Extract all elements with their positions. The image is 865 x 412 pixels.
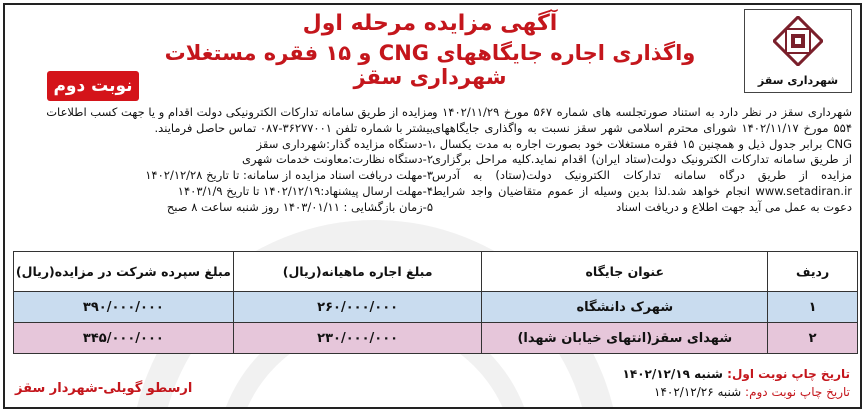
header-station-title: عنوان جایگاه [482, 252, 768, 292]
body-line: ۳-مهلت دریافت اسناد مزایده از سامانه: تا تاریخ ۱۴۰۲/۱۲/۲۸ [145, 168, 433, 183]
second-print-label: تاریخ چاپ نوبت دوم: [745, 385, 850, 399]
notice-subtitle: واگذاری اجاره جایگاههای CNG و ۱۵ فقره مستغلات شهرداری سقز [164, 41, 696, 89]
station-title: شهدای سقز(انتهای خیابان شهدا) [482, 323, 768, 354]
monthly-rent: ۲۶۰/۰۰۰/۰۰۰ [233, 292, 482, 323]
table-row [14, 292, 858, 323]
notice-body-left [13, 105, 433, 216]
stations-table [13, 251, 858, 354]
notice-body-right: شهرداری سقز در نظر دارد به استناد صورتجلسه های شماره ۵۶۷ مورخ ۱۴۰۲/۱۱/۲۹ و ۵۵۴ مورخ ۱۴۰۲/۱۱/۱۷ شورای محترم اسلامی شهر سقز نسبت به واگذاری جایگاههای CNG برابر جدول ذیل و همچنین ۱۵ فقره مستغلات خود بصورت اجاره به مدت یکسال ، از طریق سامانه تدارکات الکترونیک دولت(ستاد ایران) اقدام نماید.کلیه مراحل برگزاری مزایده از طریق درگاه سامانه تدارکات الکترونیک دولت(ستاد) به آدرس www.setadiran.ir انجام خواهد شد.لذا بدین وسیله از عموم متقاضیان واجد شرایط دعوت به عمل می آید جهت اطلاع و دریافت اسناد [432, 105, 853, 214]
mayor-signature: ارسطو گویلی-شهردار سقز [15, 381, 193, 396]
second-print-value: شنبه ۱۴۰۲/۱۲/۲۶ [654, 385, 742, 399]
header-monthly-rent: مبلغ اجاره ماهیانه(ریال) [233, 252, 482, 292]
header-deposit: مبلغ سپرده شرکت در مزایده(ریال) [14, 252, 234, 292]
body-line: ۵-زمان بازگشایی : ۱۴۰۳/۰۱/۱۱ روز شنبه ساعت ۸ صبح [166, 199, 433, 214]
saqqez-emblem-icon [773, 16, 823, 66]
header-row-number: ردیف [768, 252, 858, 292]
logo-caption: شهرداری سقز [757, 74, 839, 87]
notice-frame [3, 3, 862, 409]
body-line: ۱-دستگاه مزایده گذار:شهرداری سقز [256, 136, 433, 151]
table-header-row [14, 252, 858, 292]
deposit-amount: ۳۴۵/۰۰۰/۰۰۰ [14, 323, 234, 354]
table-row [14, 323, 858, 354]
municipality-logo [744, 9, 852, 93]
notice-title: آگهی مزایده مرحله اول [302, 11, 558, 36]
body-line: ۴-مهلت ارسال پیشنهاد:۱۴۰۲/۱۲/۱۹ تا تاریخ ۱۴۰۳/۱/۹ [177, 183, 433, 198]
body-line: ۲-دستگاه نظارت:معاونت خدمات شهری [242, 152, 433, 167]
first-print-value: شنبه ۱۴۰۲/۱۲/۱۹ [622, 367, 723, 381]
deposit-amount: ۳۹۰/۰۰۰/۰۰۰ [14, 292, 234, 323]
first-print-label: تاریخ چاپ نوبت اول: [727, 367, 850, 381]
body-line: مزایده از طریق سامانه تدارکات الکترونیکی دولت اقدام و یا جهت کسب اطلاعات [46, 105, 433, 119]
round-badge: نوبت دوم [47, 71, 139, 101]
second-print-date [654, 385, 850, 399]
first-print-date [623, 367, 850, 381]
body-line: بیشتر با شماره تلفن ۳۶۲۷۷۰۰۱-۰۸۷ تماس حاصل فرمایند. [154, 120, 433, 135]
row-number: ۲ [768, 323, 858, 354]
row-number: ۱ [768, 292, 858, 323]
monthly-rent: ۲۳۰/۰۰۰/۰۰۰ [233, 323, 482, 354]
station-title: شهرک دانشگاه [482, 292, 768, 323]
